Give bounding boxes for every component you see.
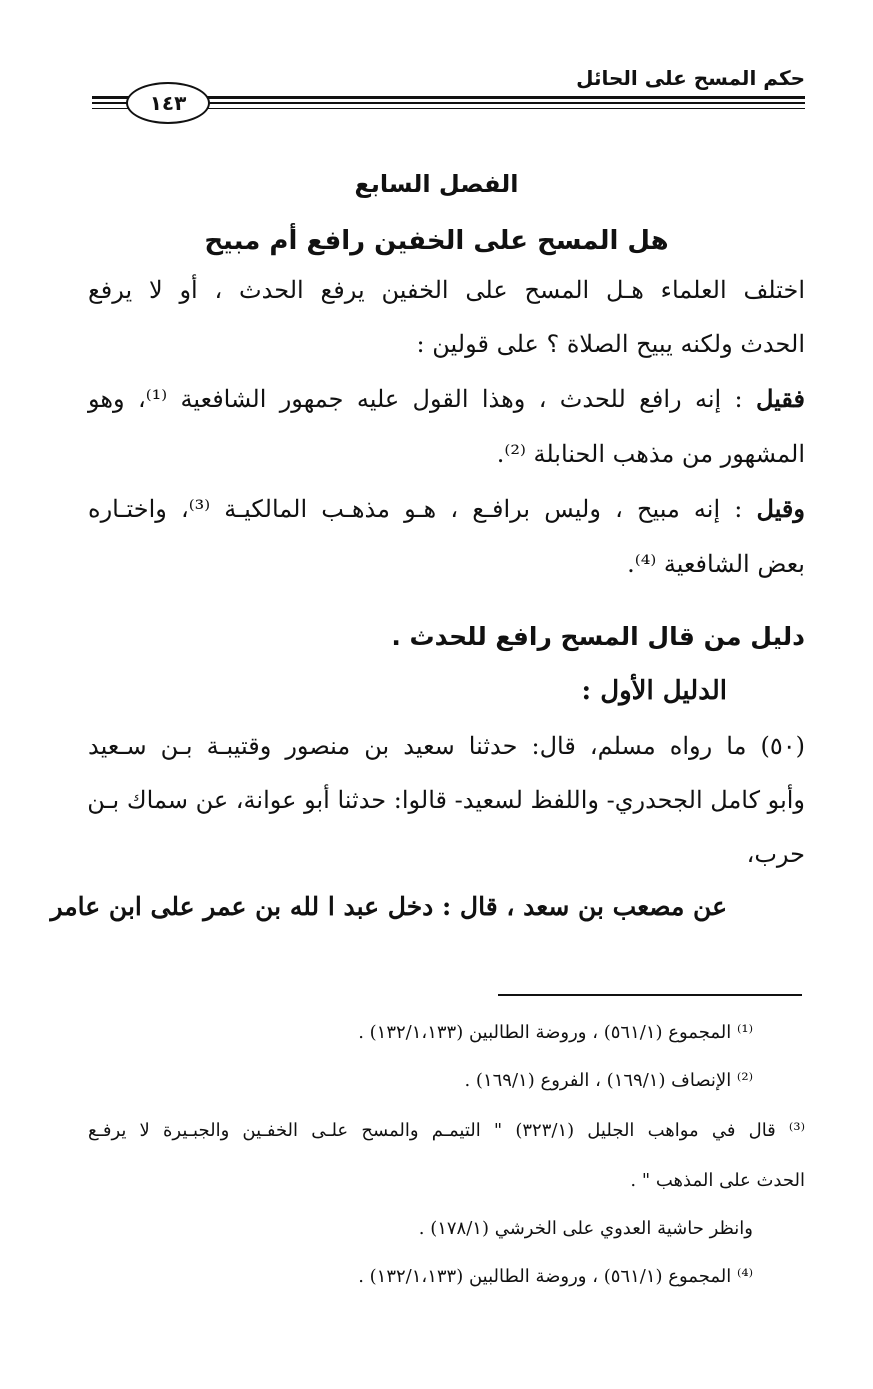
paragraph-line — [88, 494, 805, 523]
paragraph-text: : إنه رافع للحدث ، وهذا القول عليه جمهور الشافعية ⁽¹⁾، وهو — [88, 385, 743, 413]
footnote: الحدث على المذهب " . — [630, 1170, 805, 1191]
footnote: ⁽²⁾ الإنصاف (١٦٩/١) ، الفروع (١٦٩/١) . — [464, 1070, 753, 1091]
running-title: حكم المسح على الحائل — [576, 66, 805, 90]
paragraph-lead: فقيل — [755, 384, 805, 413]
paragraph-line: الحدث ولكنه يبيح الصلاة ؟ على قولين : — [416, 330, 805, 358]
hadith-line: وأبو كامل الجحدري- واللفظ لسعيد- قالوا: حدثنا أبو عوانة، عن سماك بـن — [87, 786, 805, 814]
paragraph-line — [88, 384, 805, 413]
section-heading: دليل من قال المسح رافع للحدث . — [391, 622, 805, 651]
footnote-separator — [498, 994, 802, 996]
sub-heading: الدليل الأول : — [581, 676, 727, 706]
paragraph-lead: وقيل — [756, 494, 805, 523]
paragraph-text: : إنه مبيح ، وليس برافـع ، هـو مذهـب المالكيـة ⁽³⁾، واختـاره — [88, 495, 743, 523]
hadith-matn: عن مصعب بن سعد ، قال : دخل عبد ا لله بن عمر على ابن عامر — [50, 892, 727, 921]
page-number: ١٤٣ — [126, 82, 210, 124]
footnote: ⁽³⁾ قال في مواهب الجليل (٣٢٣/١) " التيمـم والمسح علـى الخفـين والجبـيرة لا يرفـع — [88, 1120, 805, 1141]
footnote: ⁽⁴⁾ المجموع (٥٦١/١) ، وروضة الطالبين (١٣٢/١،١٣٣) . — [358, 1266, 753, 1287]
paragraph-line: المشهور من مذهب الحنابلة ⁽²⁾. — [496, 440, 805, 468]
paragraph-line: اختلف العلماء هـل المسح على الخفين يرفع الحدث ، أو لا يرفع — [88, 276, 805, 304]
hadith-line: (٥٠) ما رواه مسلم، قال: حدثنا سعيد بن منصور وقتيبـة بـن سـعيد — [88, 732, 805, 760]
chapter-title: الفصل السابع — [354, 170, 519, 198]
chapter-subtitle: هل المسح على الخفين رافع أم مبيح — [204, 226, 669, 256]
footnote: وانظر حاشية العدوي على الخرشي (١٧٨/١) . — [418, 1218, 753, 1239]
footnote: ⁽¹⁾ المجموع (٥٦١/١) ، وروضة الطالبين (١٣٢/١،١٣٣) . — [358, 1022, 753, 1043]
hadith-line: حرب، — [746, 840, 805, 868]
paragraph-line: بعض الشافعية ⁽⁴⁾. — [627, 550, 805, 578]
